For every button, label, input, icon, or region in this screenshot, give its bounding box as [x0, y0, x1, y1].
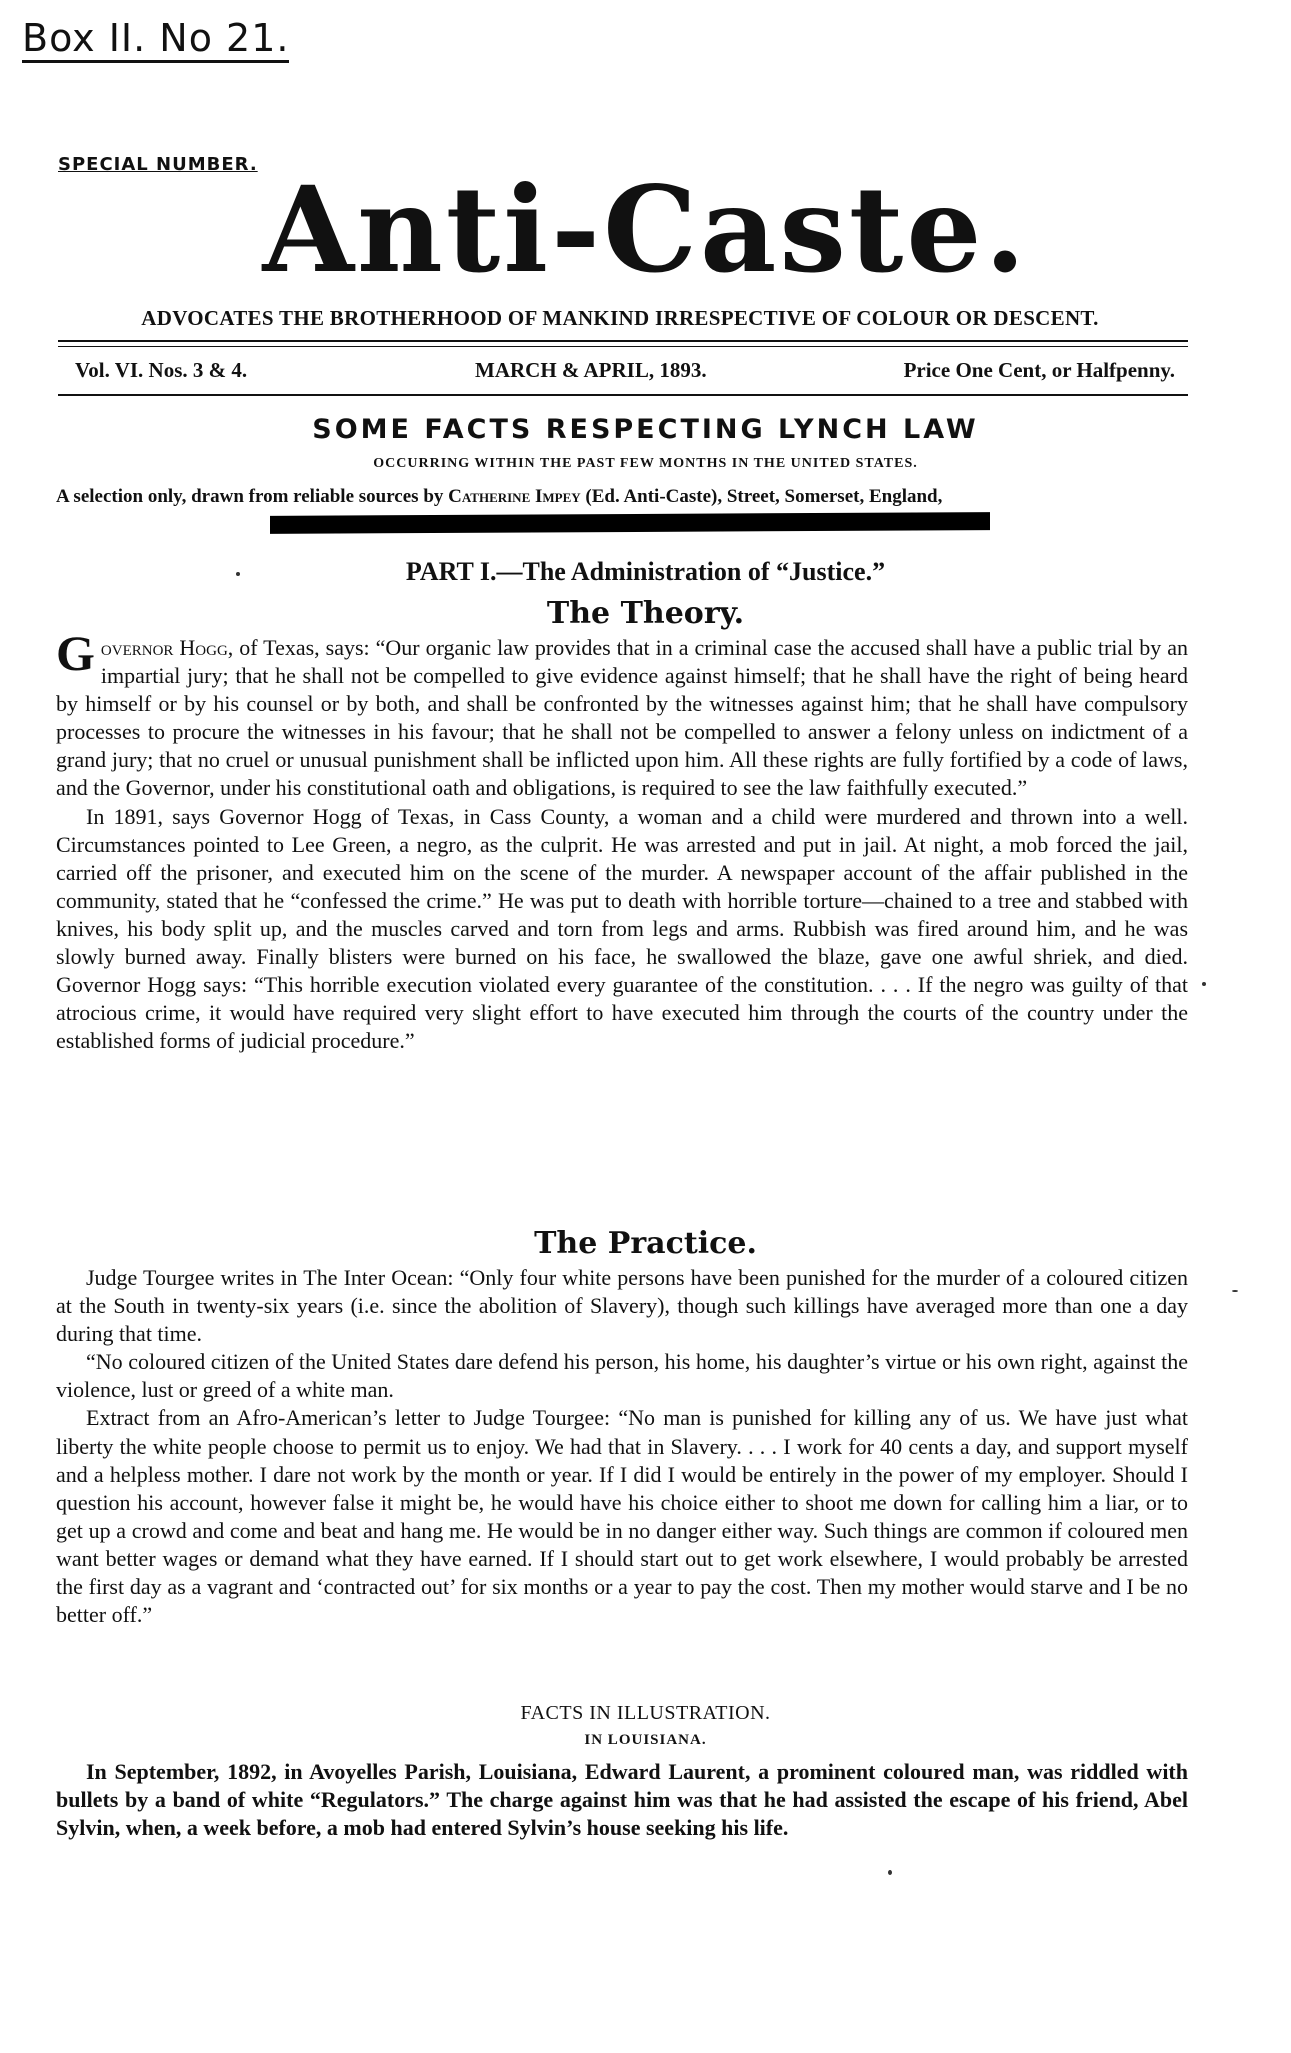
top-rule	[58, 340, 1188, 342]
theory-paragraph-2: In 1891, says Governor Hogg of Texas, in Cass County, a woman and a child were murdered and thrown into a well. Circumstances pointed to Lee Green, a negro, as the culprit. He was arrested and put in jail. At night, a mob forced the jail, carried off the prisoner, and executed him on the scene of the murder. A newspaper account of the affair published in the community, stated that he “confessed the crime.” He was put to death with horrible torture—chained to a tree and stabbed with knives, his body split up, and the muscles carved and torn from legs and arms. Rubbish was fired around him, and he was slowly burned away. Finally blisters were burned on his face, he swallowed the blaze, gave one awful shriek, and died. Governor Hogg says: “This horrible execution violated every guarantee of the constitution. . . . If the negro was guilty of that atrocious crime, it would have required very slight effort to have executed him through the courts of the country under the established forms of judicial procedure.”	[56, 803, 1188, 1054]
ink-speck	[236, 572, 240, 576]
issue-line	[75, 358, 1175, 388]
theory-paragraph-1	[56, 625, 1188, 803]
issue-date: MARCH & APRIL, 1893.	[475, 358, 707, 382]
practice-paragraph-2: “No coloured citizen of the United States dare defend his person, his home, his daughter’s virtue or his own right, against the violence, lust or greed of a white man.	[56, 1349, 1188, 1403]
headline: SOME FACTS RESPECTING LYNCH LAW	[312, 414, 979, 445]
top-rule-inner	[58, 346, 1188, 347]
bottom-rule	[58, 394, 1188, 396]
selection-note	[56, 486, 1196, 508]
theory-para1: , of Texas, says: “Our organic law provides that in a criminal case the accused shall have a public trial by an impartial jury; that he shall not be compelled to give evidence against himself; that he shall have the right of being heard by himself or by his counsel or by both, and shall be confronted by the witnesses against him; that he shall have compulsory processes to procure the witnesses in his favour; that he shall not be compelled to answer a felony unless on indictment of a grand jury; that no cruel or unusual punishment shall be inflicted upon him. All these rights are fully fortified by a code of laws, and the Governor, under his constitutional oath and obligations, is required to see the law faithfully executed.”	[56, 635, 1188, 801]
ink-speck	[1232, 1290, 1238, 1292]
practice-paragraph-3: Extract from an Afro-American’s letter to Judge Tourgee: “No man is punished for killing any of us. We have just what liberty the white people choose to permit us to enjoy. We had that in Slavery. . . . I work for 40 cents a day, and support myself and a helpless mother. I dare not work by the month or year. If I did I would be entirely in the power of my employer. Should I question his account, however false it might be, he would have his choice either to shoot me down for calling him a liar, or to get up a crowd and come and beat and hang me. He would be in no danger either way. Such things are common if coloured men want better wages or demand what they have earned. If I should start out to get work elsewhere, I would probably be arrested the first day as a vagrant and ‘contracted out’ for six months or a year to pay the cost. Then my mother would starve and I be no better off.”	[56, 1405, 1188, 1628]
redaction-bar	[270, 512, 990, 534]
ink-speck	[888, 1870, 892, 1875]
practice-text	[56, 1264, 1188, 1629]
subheadline: OCCURRING WITHIN THE PAST FEW MONTHS IN THE UNITED STATES.	[373, 456, 918, 471]
special-number-label: SPECIAL NUMBER.	[58, 154, 258, 175]
drop-cap: G	[56, 625, 95, 681]
theory-title: The Theory.	[546, 596, 745, 631]
issue-price: Price One Cent, or Halfpenny.	[903, 358, 1175, 382]
ink-speck	[1202, 982, 1206, 986]
archive-label: Box II. No 21.	[22, 18, 289, 63]
practice-title: The Practice.	[534, 1226, 757, 1261]
theory-text	[56, 625, 1188, 1055]
selection-before: A selection only, drawn from reliable sources by	[56, 486, 449, 507]
selection-name: Catherine Impey	[448, 486, 581, 507]
selection-after: (Ed. Anti-Caste), Street, Somerset, England,	[580, 486, 943, 507]
illustration-paragraph: In September, 1892, in Avoyelles Parish, Louisiana, Edward Laurent, a prominent coloured man, was riddled with bullets by a band of white “Regulators.” The charge against him was that he had assisted the escape of his friend, Abel Sylvin, when, a week before, a mob had entered Sylvin’s house seeking his life.	[56, 1759, 1188, 1841]
masthead-title: Anti-Caste.	[262, 160, 1029, 299]
practice-paragraph-1: Judge Tourgee writes in The Inter Ocean: “Only four white persons have been punished for the murder of a coloured citizen at the South in twenty-six years (i.e. since the abolition of Slavery), though such killings have averaged more than one a day during that time.	[56, 1265, 1188, 1347]
part-title: PART I.—The Administration of “Justice.”	[405, 557, 886, 586]
illustration-text	[56, 1758, 1188, 1842]
illustration-subheading: IN LOUISIANA.	[584, 1732, 707, 1748]
theory-opening: overnor Hogg	[100, 635, 228, 660]
issue-volume: Vol. VI. Nos. 3 & 4.	[75, 358, 248, 382]
motto-line: ADVOCATES THE BROTHERHOOD OF MANKIND IRRESPECTIVE OF COLOUR OR DESCENT.	[141, 306, 1099, 330]
illustration-heading: FACTS IN ILLUSTRATION.	[520, 1702, 771, 1724]
